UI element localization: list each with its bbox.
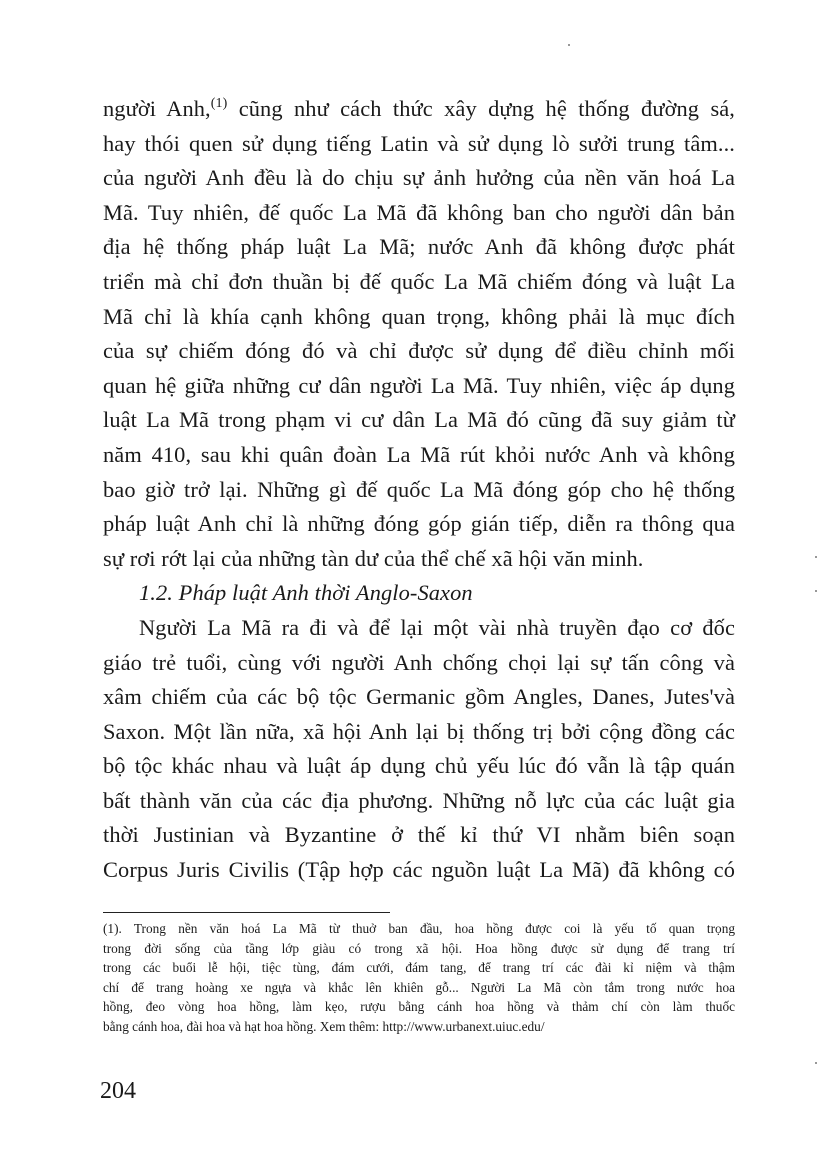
text-line-9: quan hệ giữa những cư dân người La Mã. Tuy nhiên, việc áp dụng	[103, 372, 735, 398]
text-line-6: triển mà chỉ đơn thuần bị đế quốc La Mã chiếm đóng và luật La	[103, 268, 735, 294]
main-text	[103, 92, 735, 888]
section-line-2: giáo trẻ tuổi, cùng với người Anh chống chọi lại sự tấn công và	[103, 649, 735, 675]
text-line-3: của người Anh đều là do chịu sự ảnh hưởng của nền văn hoá La	[103, 165, 735, 191]
page-number: 204	[100, 1078, 136, 1104]
scan-speck	[815, 1062, 817, 1064]
section-line-3: xâm chiếm của các bộ tộc Germanic gồm Angles, Danes, Jutes'và	[103, 684, 735, 710]
section-line-4: Saxon. Một lần nữa, xã hội Anh lại bị thống trị bởi cộng đồng các	[103, 718, 735, 744]
text-line-10: luật La Mã trong phạm vi cư dân La Mã đó cũng đã suy giảm từ	[103, 407, 735, 433]
footnote-line-5: hồng, đeo vòng hoa hồng, làm kẹo, rượu bằng cánh hoa hồng và thảm chí còn làm thuốc	[103, 999, 735, 1015]
scan-speck	[815, 590, 817, 592]
section-line-7: thời Justinian và Byzantine ở thế kỉ thứ VI nhằm biên soạn	[103, 822, 735, 848]
section-line-1: Người La Mã ra đi và để lại một vài nhà truyền đạo cơ đốc	[139, 614, 735, 640]
footnote	[103, 919, 735, 1037]
text-line-7: Mã chỉ là khía cạnh không quan trọng, không phải là mục đích	[103, 303, 735, 329]
text-line-11: năm 410, sau khi quân đoàn La Mã rút khỏi nước Anh và không	[103, 441, 735, 467]
section-line-8: Corpus Juris Civilis (Tập hợp các nguồn luật La Mã) đã không có	[103, 857, 735, 883]
text-line-1: người Anh,$^{(1)}$ cũng như cách thức xây dựng hệ thống đường sá,	[103, 96, 735, 121]
scan-speck	[815, 556, 817, 558]
text-line-12: bao giờ trở lại. Những gì đế quốc La Mã đóng góp cho hệ thống	[103, 476, 735, 502]
footnote-line-1: (1). Trong nền văn hoá La Mã từ thuở ban đầu, hoa hồng được coi là yếu tố quan trọng	[103, 921, 735, 936]
footnote-line-2: trong đời sống của tầng lớp giàu có trong xã hội. Hoa hồng được sử dụng để trang trí	[103, 940, 735, 956]
text-line-2: hay thói quen sử dụng tiếng Latin và sử dụng lò sưởi trung tâm...	[103, 130, 735, 156]
text-line-4: Mã. Tuy nhiên, đế quốc La Mã đã không ban cho người dân bản	[103, 199, 735, 225]
footnote-line-4: chí để trang hoàng xe ngựa và khắc lên khiên gỗ... Người La Mã còn tắm trong nước hoa	[103, 979, 735, 995]
footnote-line-6: bằng cánh hoa, đài hoa và hạt hoa hồng. Xem thêm: http://www.urbanext.uiuc.edu/	[103, 1018, 545, 1034]
footnote-separator	[103, 912, 390, 913]
text-line-8: của sự chiếm đóng đó và chỉ được sử dụng để điều chỉnh mối	[103, 338, 735, 364]
section-line-5: bộ tộc khác nhau và luật áp dụng chủ yếu lúc đó vẫn là tập quán	[103, 753, 735, 779]
text-line-5: địa hệ thống pháp luật La Mã; nước Anh đã không được phát	[103, 234, 735, 260]
text-line-13: pháp luật Anh chỉ là những đóng góp gián tiếp, diễn ra thông qua	[103, 511, 735, 537]
text-line-14: sự rơi rớt lại của những tàn dư của thể chế xã hội văn minh.	[103, 545, 644, 571]
section-heading: 1.2. Pháp luật Anh thời Anglo-Saxon	[139, 580, 473, 606]
footnote-line-3: trong các buổi lễ hội, tiệc tùng, đám cưới, đám tang, để trang trí các đài kỉ niệm và thậm	[103, 960, 735, 976]
footnote-marker[interactable]: (1)	[210, 96, 228, 111]
scan-speck	[568, 44, 570, 46]
section-line-6: bất thành văn của các địa phương. Những nỗ lực của các luật gia	[103, 787, 735, 813]
